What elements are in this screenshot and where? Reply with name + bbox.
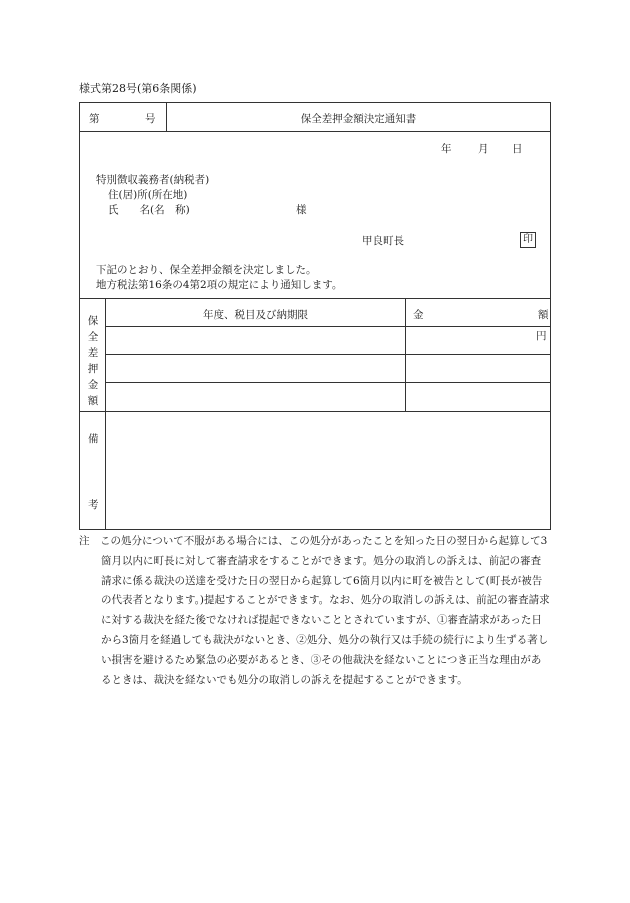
table-row-rule-1: [105, 326, 550, 327]
recipient-honorific: 様: [296, 204, 307, 216]
yen-unit: 円: [536, 330, 547, 342]
seal-mark: 印: [520, 232, 536, 248]
table-row-rule-3: [105, 382, 550, 383]
column-header-amount-left: 金: [413, 309, 424, 321]
recipient-name-label: 氏 名(名 称): [108, 204, 190, 216]
notice-form-frame: [79, 102, 551, 530]
body-text-line-1: 下記のとおり、保全差押金額を決定しました。: [96, 264, 317, 276]
header-rule: [80, 131, 550, 132]
remarks-top-rule: [80, 411, 550, 412]
form-number: 様式第28号(第6条関係): [79, 82, 197, 95]
body-text-line-2: 地方税法第16条の4第2項の規定により通知します。: [96, 279, 343, 291]
issuer-title: 甲良町長: [362, 235, 404, 247]
date-day: 日: [512, 143, 523, 155]
remarks-label-bottom: 考: [88, 499, 99, 511]
remarks-label-top: 備: [88, 433, 99, 445]
table-top-rule: [80, 298, 550, 299]
appeal-note: [79, 532, 551, 690]
table-row-rule-2: [105, 354, 550, 355]
label-column-divider: [105, 298, 106, 530]
note-text: この処分について不服がある場合には、この処分があったことを知った日の翌日から起算して3箇月以内に町長に対して審査請求をすることができます。処分の取消しの訴えは、前記の審査請求に係る裁決の送達を受けた日の翌日から起算して6箇月以内に町を被告として(町長が被告の代表者となります。)提起することができます。なお、処分の取消しの訴えは、前記の審査請求に対する裁決を経た後でなければ提起できないこととされていますが、①審査請求があった日から3箇月を経過しても裁決がないとき、②処分、処分の執行又は手続の続行により生ずる著しい損害を避けるため緊急の必要があるとき、③その他裁決を経ないことにつき正当な理由があるときは、裁決を経ないでも処分の取消しの訴えを提起することができます。: [100, 535, 550, 686]
column-header-amount-right: 額: [538, 309, 549, 321]
recipient-address-label: 住(居)所(所在地): [108, 189, 188, 201]
column-header-year-tax: 年度、税目及び納期限: [203, 309, 308, 321]
note-mark: 注: [79, 535, 90, 547]
recipient-obligor: 特別徴収義務者(納税者): [96, 174, 210, 186]
section-label-vertical: 保 全 差 押 金 額: [87, 315, 99, 407]
date-month: 月: [478, 143, 489, 155]
date-year: 年: [441, 143, 452, 155]
document-title: 保全差押金額決定通知書: [300, 113, 417, 125]
number-prefix: 第: [89, 113, 100, 125]
number-suffix: 号: [145, 113, 156, 125]
